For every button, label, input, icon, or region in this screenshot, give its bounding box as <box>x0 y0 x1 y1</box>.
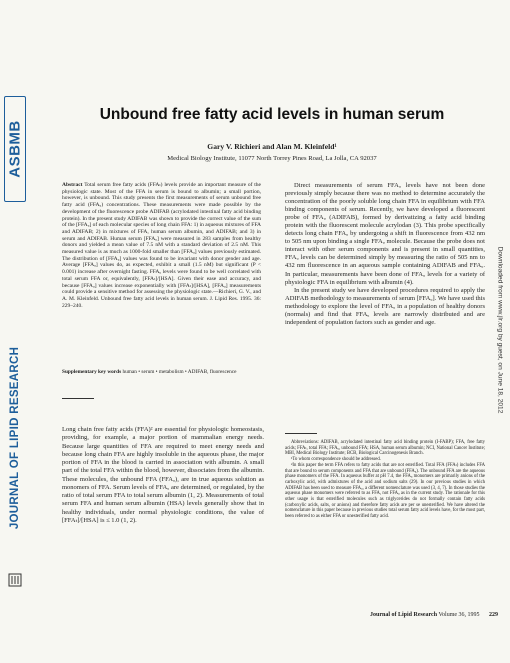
keywords-heading: Supplementary key words <box>62 369 122 375</box>
footer-journal: Journal of Lipid Research <box>370 612 438 618</box>
journal-sidebar <box>0 0 30 663</box>
journal-name-label: JOURNAL OF LIPID RESEARCH <box>9 346 21 530</box>
footer-page-number: 229 <box>489 612 499 618</box>
keywords-text: human • serum • metabolism • ADIFAB, fluorescence <box>122 369 237 375</box>
footer-volume: Volume 36, 1995 <box>438 612 480 618</box>
section-divider <box>62 398 94 399</box>
article-affiliation: Medical Biology Institute, 11077 North Torrey Pines Road, La Jolla, CA 92037 <box>167 155 377 162</box>
page-footer <box>370 612 499 618</box>
intro-right-paragraph-2: In the present study we have developed procedures required to apply the ADIFAB methodology to measurements of serum [FFAᵤ]. We have used this methodology to explore the level of FFAᵤ in a population of healthy donors (normals) and find that FFAᵤ levels are narrowly distributed and are independent of population factors such as gender and age. <box>285 286 485 326</box>
footnote-2: ²In this paper the term FFA refers to fatty acids that are not esterified. Total FFA (FFAₜ) includes FFA that are bound to serum components and FFA that are unbound (FFAᵤ). The unbound FFA are the aqueous phase monomers of the FFA. In aqueous buffer at pH 7.4, the FFAᵤ monomers are primarily anions of the carboxylic acid, with admixtures of the acid and sodium salts (29). In our previous studies in which ADIFAB has been used to measure FFAᵤ, a different nomenclature was used (3, 4, 7). In those studies the aqueous phase monomers were referred to as FFA, not FFAᵤ as in the current study. The rationale for this other usage is that esterified molecules such as triglycerides do not formally contain fatty acids (carboxylic acids, salts, or anions) and therefore fatty acids are per se unesterified. We have altered the nomenclature in this paper because in previous studies total serum fatty acid levels have, for the most part, been referred to as either FFA or unesterified fatty acid. <box>285 462 485 520</box>
asbmb-logo-text: ASBMB <box>6 120 24 178</box>
abstract-heading: Abstract <box>62 182 83 188</box>
article-authors: Gary V. Richieri and Alan M. Kleinfeld¹ <box>207 142 337 151</box>
footnotes <box>285 440 485 520</box>
footnote-divider <box>285 433 317 434</box>
keywords <box>62 369 261 376</box>
asbmb-logo <box>4 96 26 202</box>
abstract <box>62 182 261 309</box>
library-icon <box>8 573 22 587</box>
download-note-text: Downloaded from www.jlr.org by guest, on June 18, 2012 <box>496 246 504 414</box>
intro-right-column <box>285 182 485 327</box>
footnote-1: ¹To whom correspondence should be addressed. <box>291 457 381 463</box>
footnote-abbreviations: Abbreviations: ADIFAB, acrylodated intestinal fatty acid binding protein (I-FABP); FFA, free fatty acids; FFAₜ, total FFA; FFAᵤ, unbound FFA; HSA, human serum albumin; NCI, National Cancer Institute; MBI, Medical Biology Institute; BCB, Biological Carcinogenesis Branch. <box>285 440 485 457</box>
intro-left-column: Long chain free fatty acids (FFA)² are essential for physiologic homeostasis, providing, for example, a major portion of mammalian energy needs. Because large quantities of FFA are required to meet energy needs and because long chain FFA are highly insoluble in the aqueous phase, the major portion of FFA in the blood is carried in association with albumin. A small part of the total FFA within the blood, however, dissociates from the albumin. These molecules, the unbound FFA (FFAᵤ), are in true aqueous solution as monomers of FFA. Serum levels of FFAᵤ are determined, or regulated, by the ratio of total serum FFA to total serum albumin (1, 2). Measurements of total serum FFA and human serum albumin (HSA) levels generally show that in healthy individuals, under normal physiologic conditions, the value of [FFAₜ]/[HSA] is ≤ 1.0 (1, 2). <box>62 426 264 524</box>
abstract-text: Total serum free fatty acids (FFAₜ) levels provide an important measure of the physiologic state. Most of the FFA in serum is bound to albumin; a small portion, however, is unbound. This study presents the first measurements of serum unbound free fatty acid (FFAᵤ) concentrations. These measurements were made possible by the development of the fluorescence probe ADIFAB (acrylodated intestinal fatty acid binding protein). In the present study ADIFAB was shown to provide the correct value of the sum of the [FFAᵤ] of each molecular species of long chain FFA: 1) in aqueous mixtures of FFA and ADIFAB; 2) in mixtures of FFA, human serum albumin, and ADIFAB; and 3) in serum and ADIFAB. Human serum [FFAᵤ] were measured in 283 samples from healthy donors and yielded a mean value of 7.5 nM with a standard deviation of 2.5 nM. This measured value is as much as 1000-fold smaller than [FFAᵤ] values previously estimated. The distribution of [FFAᵤ] values was found to be invariant with donor gender and age. Average [FFAᵤ] values do, as expected, exhibit a small (1.5 nM) but significant (P < 0.001) increase after overnight fasting. FFAᵤ levels were found to be well correlated with total serum FFA or, equivalently, [FFAₜ]/[HSA]. Given their ease and accuracy, and because [FFAᵤ] values increase exponentially with [FFAₜ]/[HSA], [FFAᵤ] measurements could provide a sensitive method for assessing the physiologic state.—Richieri, G. V., and A. M. Kleinfeld. Unbound free fatty acid levels in human serum. J. Lipid Res. 1995. 36: 229–240. <box>62 182 261 309</box>
intro-right-paragraph-1: Direct measurements of serum FFAᵤ levels have not been done previously simply because there was no method to determine accurately the concentration of the poorly soluble long chain FFA in equilibrium with FFA binding components of serum. Recently, we have developed a fluorescent probe of FFAᵤ (ADIFAB), formed by derivatizing a fatty acid binding protein with the fluorescent molecule acrylodan (3). This probe specifically detects long chain FFAᵤ by undergoing a shift in fluorescence from 432 nm to 505 nm upon binding a single FFAᵤ molecule. Because the probe does not interact with other serum components and is present in small quantities, FFAᵤ levels can be determined simply by measuring the ratio of 505 nm to 432 nm fluorescence in an aqueous sample containing ADIFAB and FFAᵤ. In particular, measurements have been done of FFAᵤ levels for a variety of physiologic FFA in equilibrium with albumin (4). <box>285 182 485 286</box>
article-title: Unbound free fatty acid levels in human serum <box>99 106 445 123</box>
